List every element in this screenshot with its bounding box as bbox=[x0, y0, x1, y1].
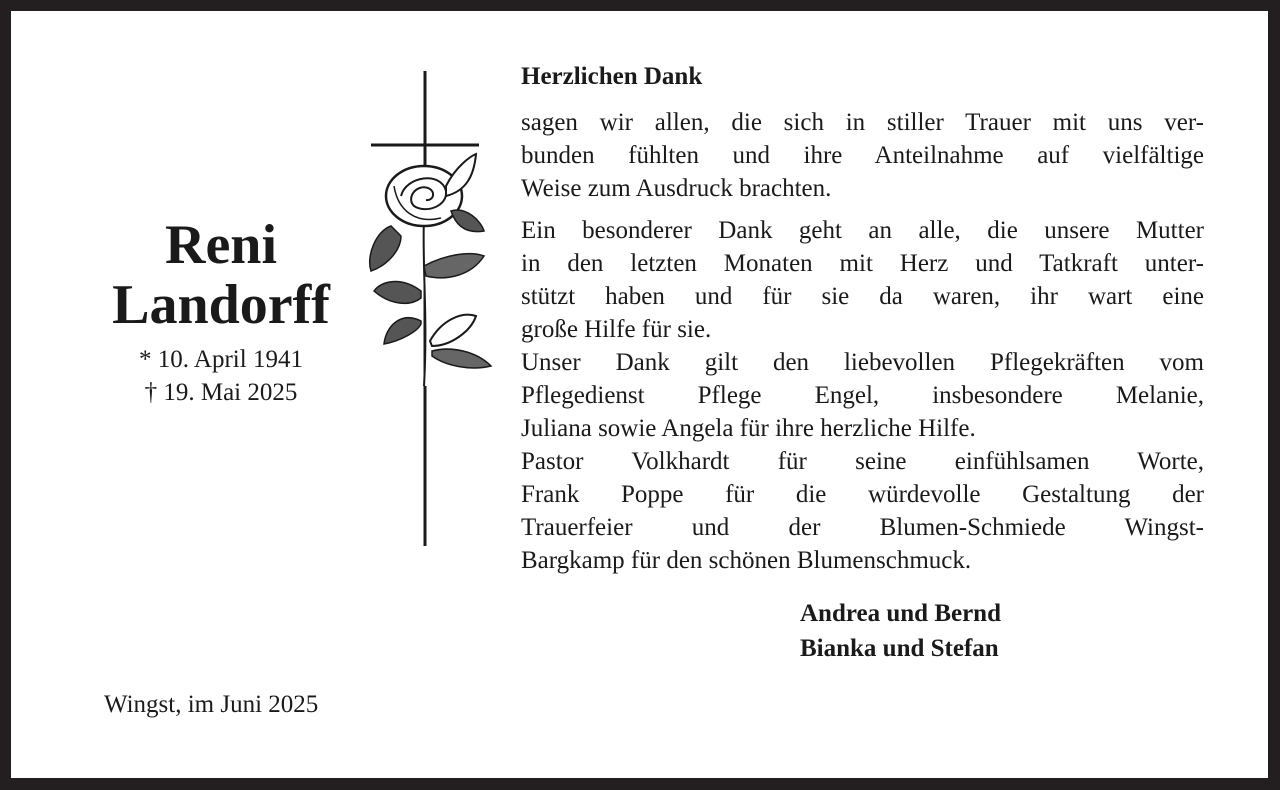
message-paragraph bbox=[521, 106, 1204, 205]
text-line: Trauerfeier und der Blumen-Schmiede Wingst- bbox=[521, 514, 1204, 541]
signature-2: Bianka und Stefan bbox=[800, 635, 999, 662]
text-line: Ein besonderer Dank geht an alle, die unsere Mutter bbox=[521, 217, 1204, 244]
text-line: bunden fühlten und ihre Anteilnahme auf vielfältige bbox=[521, 142, 1204, 169]
death-date: † 19. Mai 2025 bbox=[144, 379, 298, 406]
text-line: Weise zum Ausdruck brachten. bbox=[521, 175, 832, 202]
message-paragraph bbox=[521, 214, 1204, 577]
signature-1: Andrea und Bernd bbox=[800, 600, 1001, 627]
text-line: Pflegedienst Pflege Engel, insbesondere Melanie, bbox=[521, 382, 1204, 409]
text-line: Unser Dank gilt den liebevollen Pflegekräften vom bbox=[521, 349, 1204, 376]
obituary-notice bbox=[11, 11, 1268, 778]
text-line: stützt haben und für sie da waren, ihr wart eine bbox=[521, 283, 1204, 310]
deceased-first-name: Reni bbox=[165, 214, 277, 276]
text-line: große Hilfe für sie. bbox=[521, 316, 712, 343]
message-heading: Herzlichen Dank bbox=[521, 63, 703, 90]
text-line: in den letzten Monaten mit Herz und Tatkraft unter- bbox=[521, 250, 1204, 277]
message-body bbox=[521, 61, 1204, 577]
text-line: Frank Poppe für die würdevolle Gestaltung der bbox=[521, 481, 1204, 508]
text-line: Pastor Volkhardt für seine einfühlsamen Worte, bbox=[521, 448, 1204, 475]
birth-date: * 10. April 1941 bbox=[139, 346, 303, 373]
text-line: Juliana sowie Angela für ihre herzliche Hilfe. bbox=[521, 415, 976, 442]
text-line: Bargkamp für den schönen Blumenschmuck. bbox=[521, 547, 972, 574]
deceased-last-name: Landorff bbox=[112, 274, 330, 336]
text-line: sagen wir allen, die sich in stiller Trauer mit uns ver- bbox=[521, 109, 1204, 136]
place-and-date: Wingst, im Juni 2025 bbox=[104, 691, 319, 718]
cross-rose-icon bbox=[346, 66, 496, 556]
